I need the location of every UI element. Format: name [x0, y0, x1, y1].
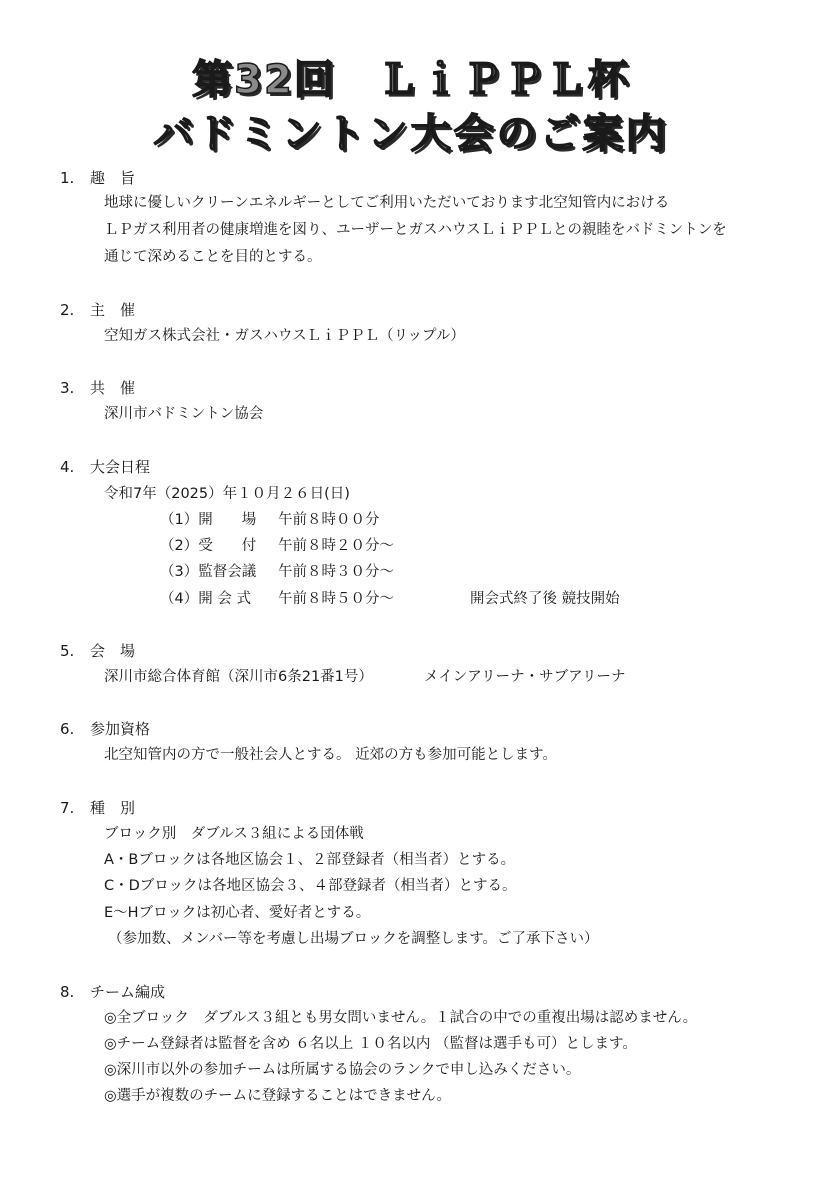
schedule-label: （4）開 会 式 — [160, 591, 251, 607]
section-1-heading — [60, 168, 135, 188]
section-8-line-3: ◎深川市以外の参加チームは所属する協会のランクで申し込みください。 — [104, 1062, 581, 1078]
section-5-heading — [60, 641, 135, 661]
section-label: 会 場 — [90, 642, 136, 660]
section-1-line-2: ＬＰガス利用者の健康増進を図り、ユーザーとガスハウスＬｉＰＰＬとの親睦をバドミントンを — [104, 222, 727, 238]
schedule-time: 午前８時５０分～ — [278, 591, 394, 607]
section-1-line-3: 通じて深めることを目的とする。 — [104, 249, 322, 265]
venue-name: 深川市総合体育館（深川市6条21番1号） — [104, 669, 373, 685]
schedule-time: 午前８時００分 — [278, 512, 380, 528]
section-3-heading — [60, 378, 135, 398]
title-line-2: バドミントン大会のご案内 — [153, 111, 669, 157]
schedule-label: （3）監督会議 — [160, 564, 257, 580]
section-number: 1. — [60, 169, 75, 187]
section-number: 5. — [60, 642, 75, 660]
schedule-label: （2）受 付 — [160, 538, 257, 554]
schedule-row — [160, 536, 394, 556]
section-7-line-1: ブロック別 ダブルス３組による団体戦 — [104, 826, 364, 842]
section-7-line-2: A・Bブロックは各地区協会１、２部登録者（相当者）とする。 — [104, 852, 516, 868]
section-label: 主 催 — [90, 301, 136, 319]
schedule-note: 開会式終了後 競技開始 — [470, 591, 620, 607]
section-number: 6. — [60, 720, 75, 738]
section-7-line-4: E～Hブロックは初心者、愛好者とする。 — [104, 905, 371, 921]
section-1-line-1: 地球に優しいクリーンエネルギーとしてご利用いただいております北空知管内における — [104, 195, 670, 211]
section-3-line-1: 深川市バドミントン協会 — [104, 406, 264, 422]
section-4-heading — [60, 457, 150, 477]
section-label: 共 催 — [90, 379, 136, 397]
schedule-label: （1）開 場 — [160, 512, 257, 528]
section-2-line-1: 空知ガス株式会社・ガスハウスＬｉＰＰＬ（リップル） — [104, 328, 465, 344]
title-line-1: 第32回 ＬｉＰＰＬ杯 — [192, 57, 630, 103]
section-7-line-5: （参加数、メンバー等を考慮し出場ブロックを調整します。ご了承下さい） — [108, 931, 599, 947]
schedule-row — [160, 510, 380, 530]
venue-line — [104, 667, 626, 687]
section-number: 7. — [60, 799, 75, 817]
schedule-row — [160, 562, 394, 582]
section-number: 2. — [60, 301, 75, 319]
section-6-line-1: 北空知管内の方で一般社会人とする。 近郊の方も参加可能とします。 — [104, 747, 557, 763]
section-number: 8. — [60, 983, 75, 1001]
section-8-line-2: ◎チーム登録者は監督を含め ６名以上 １０名以内 （監督は選手も可）とします。 — [104, 1036, 637, 1052]
section-label: 種 別 — [90, 799, 136, 817]
section-8-heading — [60, 982, 165, 1002]
section-label: チーム編成 — [90, 983, 166, 1001]
section-label: 趣 旨 — [90, 169, 136, 187]
section-8-line-1: ◎全ブロック ダブルス３組とも男女問いません。１試合の中での重複出場は認めません。 — [104, 1010, 698, 1026]
section-7-line-3: C・Dブロックは各地区協会３、４部登録者（相当者）とする。 — [104, 878, 517, 894]
schedule-row — [160, 589, 620, 609]
schedule-time: 午前８時３０分～ — [278, 564, 394, 580]
schedule-time: 午前８時２０分～ — [278, 538, 394, 554]
section-label: 大会日程 — [90, 458, 151, 476]
venue-arenas: メインアリーナ・サブアリーナ — [424, 669, 626, 685]
section-7-heading — [60, 798, 135, 818]
section-number: 4. — [60, 458, 75, 476]
section-label: 参加資格 — [90, 720, 151, 738]
section-6-heading — [60, 719, 150, 739]
event-date: 令和7年（2025）年１０月２６日(日) — [104, 486, 350, 502]
section-8-line-4: ◎選手が複数のチームに登録することはできません。 — [104, 1088, 452, 1104]
section-2-heading — [60, 300, 135, 320]
section-number: 3. — [60, 379, 75, 397]
